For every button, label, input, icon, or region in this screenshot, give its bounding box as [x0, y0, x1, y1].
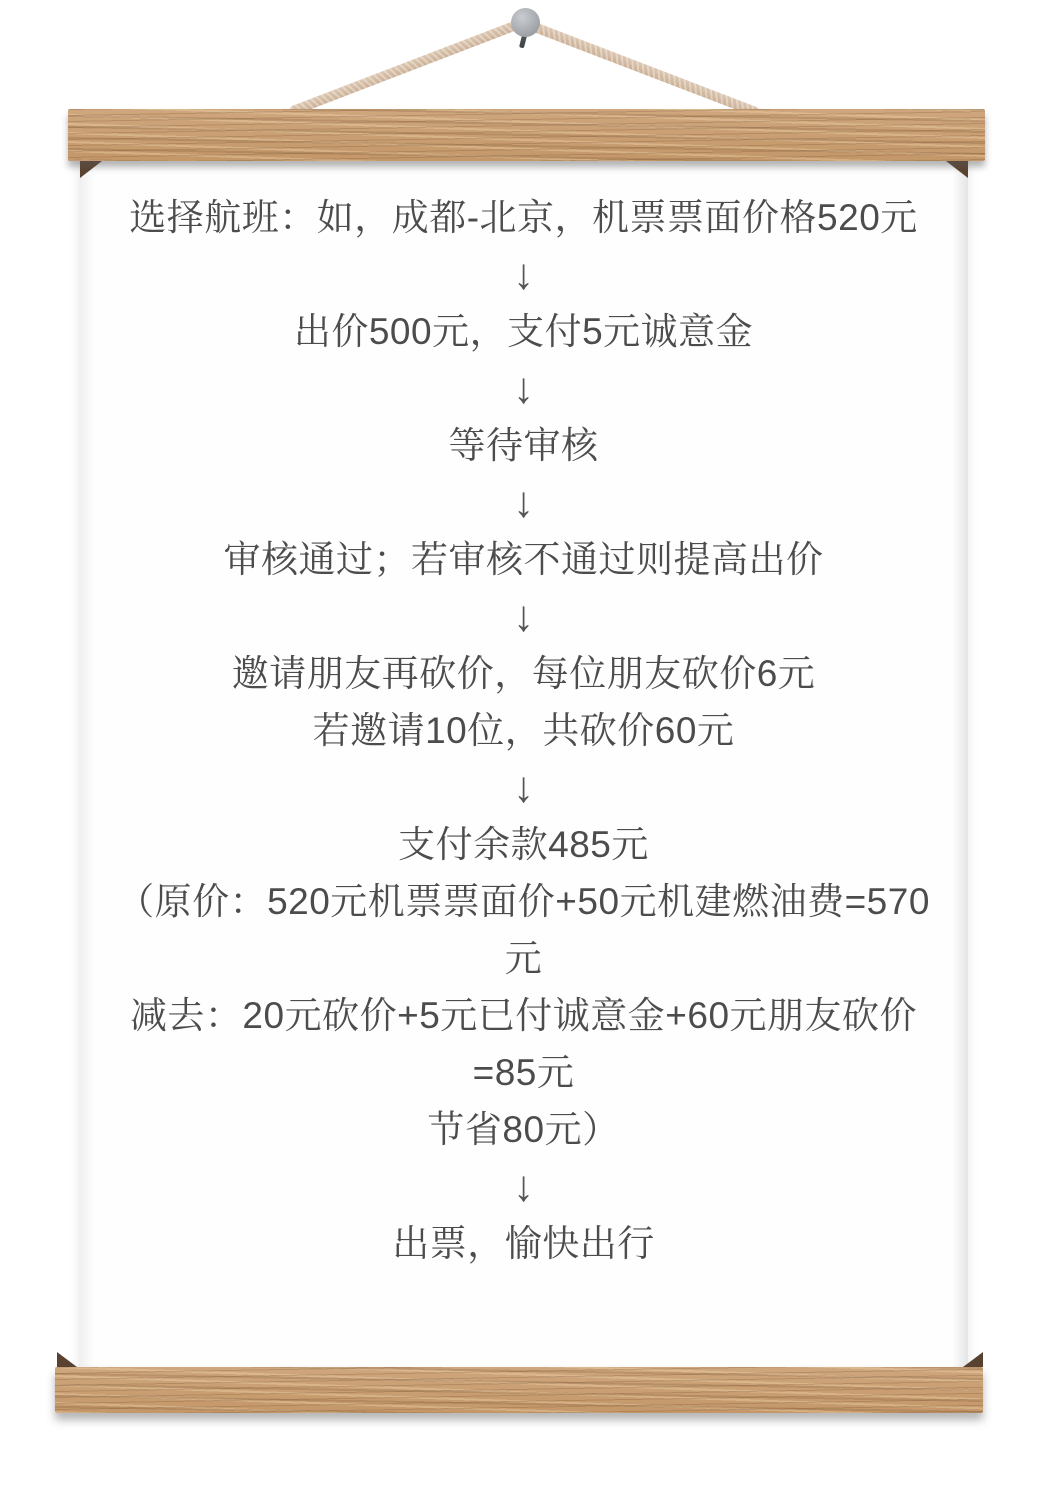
- down-arrow-icon: ↓: [513, 363, 534, 413]
- bottom-wooden-rod: [55, 1367, 983, 1413]
- flow-step-ticket-issued: 出票，愉快出行: [392, 1223, 655, 1264]
- flow-step-review-result: 审核通过；若审核不通过则提高出价: [223, 539, 824, 580]
- flow-step-deduction2: =85元: [472, 1052, 575, 1093]
- flow-step-price-detail1: （原价：520元机票票面价+50元机建燃油费=570: [117, 881, 930, 922]
- hanging-rope-right: [522, 18, 761, 118]
- down-arrow-icon: ↓: [513, 477, 534, 527]
- flow-step-price-detail2: 元: [504, 938, 543, 979]
- hanging-rope-left: [288, 17, 527, 117]
- flow-step-pay-balance: 支付余款485元: [398, 824, 649, 865]
- down-arrow-icon: ↓: [513, 591, 534, 641]
- flow-step-wait-review: 等待审核: [448, 425, 599, 466]
- pin-icon: [511, 8, 540, 37]
- top-wooden-rod: [68, 109, 985, 161]
- flow-step-bid: 出价500元，支付5元诚意金: [293, 311, 754, 352]
- paper-fold-notch-bottom-left: [57, 1352, 77, 1367]
- down-arrow-icon: ↓: [513, 1161, 534, 1211]
- down-arrow-icon: ↓: [513, 249, 534, 299]
- flow-step-savings: 节省80元）: [427, 1109, 620, 1150]
- flow-step-invite-friends2: 若邀请10位，共砍价60元: [312, 710, 735, 751]
- flowchart: [79, 160, 968, 1272]
- flow-step-deduction1: 减去：20元砍价+5元已付诚意金+60元朋友砍价: [129, 995, 918, 1036]
- flow-step-invite-friends: 邀请朋友再砍价，每位朋友砍价6元: [231, 653, 816, 694]
- down-arrow-icon: ↓: [513, 762, 534, 812]
- flow-step-select-flight: 选择航班：如，成都-北京，机票票面价格520元: [129, 197, 918, 238]
